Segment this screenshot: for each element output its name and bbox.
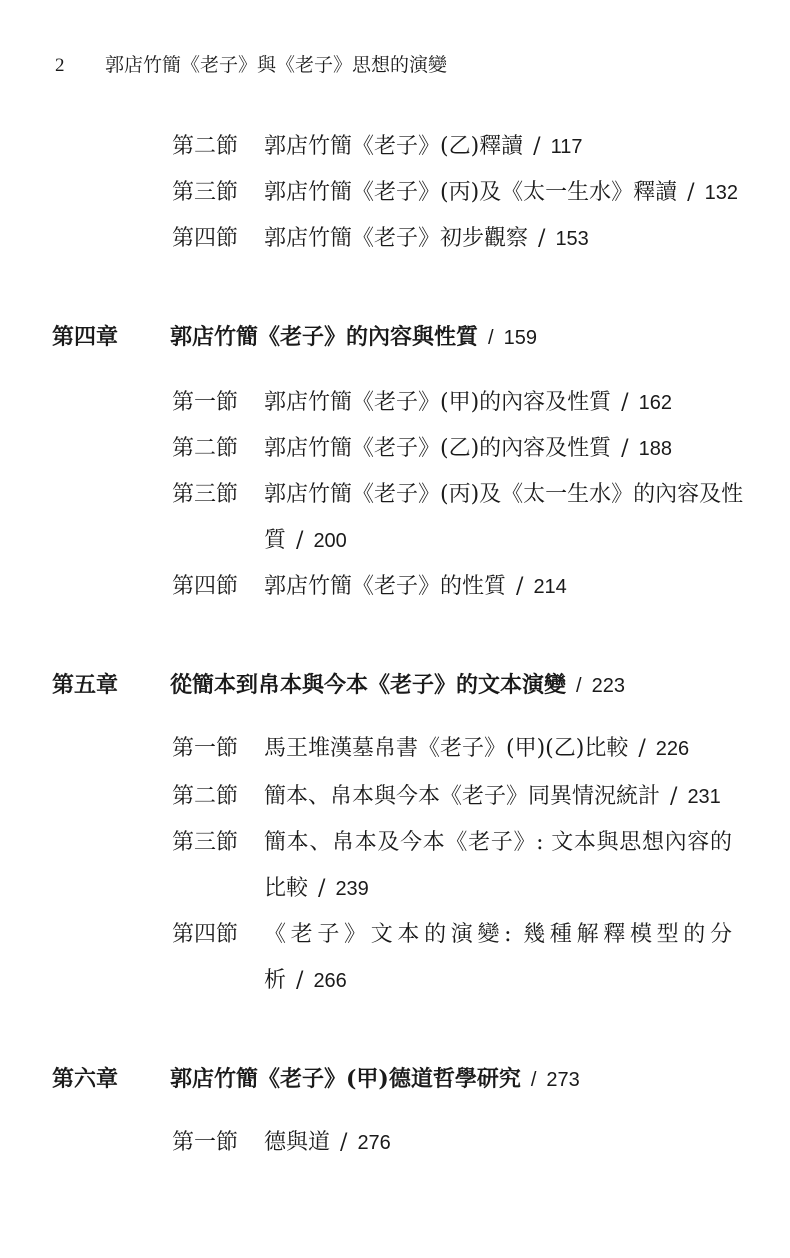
section-label: 第三節: [172, 830, 239, 855]
section-title: 簡本、帛本與今本《老子》同異情況統計: [264, 784, 661, 809]
section-title: 德與道: [264, 1130, 331, 1155]
page-ref: 273: [546, 1069, 580, 1091]
section-title: 馬王堆漢墓帛書《老子》(甲)(乙)比較: [264, 736, 629, 761]
separator: /: [296, 968, 304, 993]
separator: /: [530, 1069, 537, 1091]
section-label: 第二節: [172, 134, 239, 159]
running-title: 郭店竹簡《老子》與《老子》思想的演變: [105, 55, 448, 76]
section-title: 郭店竹簡《老子》(丙)及《太一生水》釋讀: [264, 180, 678, 205]
section-label: 第一節: [172, 390, 239, 415]
page-ref: 159: [503, 327, 537, 349]
running-header: [55, 50, 447, 77]
section-title: 簡本、帛本及今本《老子》: 文本與思想內容的: [264, 830, 732, 855]
section-label: 第二節: [172, 436, 239, 461]
separator: /: [533, 134, 541, 159]
section-label: 第三節: [172, 180, 239, 205]
separator: /: [576, 675, 582, 697]
section-label: 第一節: [172, 736, 239, 761]
separator: /: [488, 327, 494, 349]
toc-section-continuation[interactable]: [264, 874, 369, 904]
section-title-continued: 析: [264, 968, 287, 993]
page-ref: 132: [704, 182, 738, 204]
section-title-continued: 比較: [264, 876, 309, 901]
section-title: 郭店竹簡《老子》(丙)及《太一生水》的內容及性: [264, 482, 744, 507]
page-ref: 266: [313, 970, 347, 992]
section-label: 第四節: [172, 922, 239, 947]
page-ref: 231: [687, 786, 721, 808]
page-ref: 200: [313, 530, 347, 552]
separator: /: [638, 736, 646, 761]
separator: /: [687, 180, 695, 205]
section-title: 郭店竹簡《老子》(甲)的內容及性質: [264, 390, 612, 415]
page-ref: 223: [591, 675, 625, 697]
separator: /: [340, 1130, 348, 1155]
page-ref: 214: [533, 576, 567, 598]
page-ref: 239: [335, 878, 369, 900]
chapter-title: 從簡本到帛本與今本《老子》的文本演變: [170, 672, 567, 698]
page-number: 2: [55, 55, 65, 76]
chapter-label: 第六章: [52, 1066, 119, 1092]
section-title: 《老子》文本的演變: 幾種解釋模型的分: [264, 922, 732, 947]
separator: /: [538, 226, 546, 251]
page-ref: 117: [550, 136, 583, 158]
page-ref: 188: [638, 438, 672, 460]
section-title: 郭店竹簡《老子》的性質: [264, 574, 507, 599]
toc-section-continuation[interactable]: [264, 526, 347, 556]
separator: /: [670, 784, 678, 809]
section-title: 郭店竹簡《老子》(乙)的內容及性質: [264, 436, 612, 461]
page-ref: 226: [655, 738, 690, 760]
chapter-label: 第四章: [52, 324, 119, 350]
section-label: 第四節: [172, 226, 239, 251]
page-ref: 276: [357, 1132, 391, 1154]
section-label: 第三節: [172, 482, 239, 507]
toc-section-continuation[interactable]: [264, 966, 347, 996]
chapter-title: 郭店竹簡《老子》的內容與性質: [170, 324, 479, 350]
chapter-title: 郭店竹簡《老子》(甲)德道哲學研究: [170, 1066, 521, 1092]
separator: /: [621, 390, 629, 415]
separator: /: [296, 528, 304, 553]
separator: /: [516, 574, 524, 599]
section-label: 第一節: [172, 1130, 239, 1155]
section-label: 第二節: [172, 784, 239, 809]
section-label: 第四節: [172, 574, 239, 599]
page-ref: 162: [638, 392, 672, 414]
chapter-label: 第五章: [52, 672, 119, 698]
page-ref: 153: [555, 228, 589, 250]
section-title: 郭店竹簡《老子》初步觀察: [264, 226, 529, 251]
section-title: 郭店竹簡《老子》(乙)釋讀: [264, 134, 524, 159]
separator: /: [318, 876, 326, 901]
section-title-continued: 質: [264, 528, 287, 553]
separator: /: [621, 436, 629, 461]
